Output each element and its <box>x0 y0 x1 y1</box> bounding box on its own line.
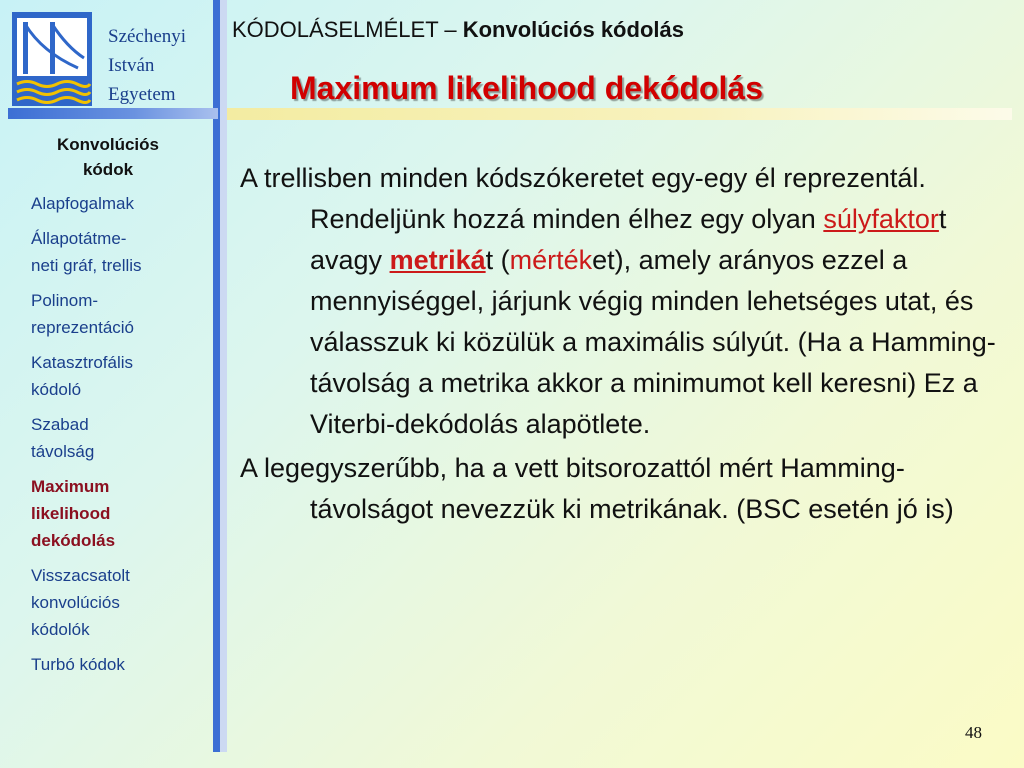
logo-line: Egyetem <box>108 84 176 105</box>
horizontal-divider-left <box>8 108 218 119</box>
sidebar-item-label: Katasztrofális <box>31 353 134 372</box>
sidebar-heading-line: Konvolúciós <box>56 135 159 154</box>
sidebar-item-label: Maximum <box>31 477 110 496</box>
sidebar-heading <box>8 132 208 182</box>
bridge-logo-icon <box>12 12 92 106</box>
sidebar-item-polinom-reprezentacio[interactable] <box>31 287 206 341</box>
sidebar-item-label: kódoló <box>31 380 82 399</box>
slide-body <box>240 158 1000 533</box>
university-logo <box>8 8 213 108</box>
keyword-sulyfaktor: súlyfaktor <box>823 204 939 234</box>
body-text: t ( <box>485 245 510 275</box>
body-paragraph <box>240 158 1000 445</box>
sidebar-item-katasztrofalis-kodolo[interactable] <box>31 349 206 403</box>
logo-line: Széchenyi <box>108 26 187 47</box>
logo-line: István <box>108 55 155 76</box>
sidebar-item-label: neti gráf, trellis <box>31 256 142 275</box>
course-header <box>232 17 684 43</box>
sidebar-item-label: Állapotátme- <box>31 229 127 248</box>
sidebar-item-visszacsatolt-kodolok[interactable] <box>31 562 206 643</box>
sidebar-item-label: Szabad <box>31 415 89 434</box>
body-text: et), amely arányos ezzel a mennyiséggel, járjunk végig minden lehetséges utat, és válasszuk ki közülük a maximális súlyút. (Ha a Hamming-távolság a metrika akkor a minimumot kell keresni) Ez a Viterbi-dekódolás alapötlete. <box>310 245 996 439</box>
course-name: KÓDOLÁSELMÉLET – <box>232 17 463 42</box>
sidebar-item-maximum-likelihood[interactable] <box>31 473 206 554</box>
body-paragraph: A legegyszerűbb, ha a vett bitsorozattól mért Hamming-távolságot nevezzük ki metrikának. (BSC esetén jó is) <box>240 453 954 524</box>
sidebar-item-label: Alapfogalmak <box>31 194 135 213</box>
section-name: Konvolúciós kódolás <box>462 17 684 42</box>
sidebar-item-label: kódolók <box>31 620 90 639</box>
sidebar-heading-line: kódok <box>82 160 134 179</box>
keyword-metrika: metriká <box>389 245 486 275</box>
sidebar-item-szabad-tavolsag[interactable] <box>31 411 206 465</box>
sidebar-item-label: likelihood <box>31 504 111 523</box>
sidebar-item-label: Polinom- <box>31 291 99 310</box>
sidebar-item-label: konvolúciós <box>31 593 120 612</box>
keyword-mertek: mérték <box>509 245 593 275</box>
horizontal-divider-right <box>227 108 1012 120</box>
body-text: t avagy <box>310 204 947 275</box>
sidebar-item-label: Turbó kódok <box>31 655 125 674</box>
slide-title: Maximum likelihood dekódolás <box>290 70 763 106</box>
vertical-divider-highlight <box>220 0 227 752</box>
sidebar-item-label: reprezentáció <box>31 318 135 337</box>
sidebar-item-label: dekódolás <box>31 531 116 550</box>
sidebar-item-label: távolság <box>31 442 95 461</box>
sidebar-item-turbo-kodok[interactable] <box>31 651 206 678</box>
sidebar-item-allapotatmeneti-graf[interactable] <box>31 225 206 279</box>
university-name <box>108 22 186 109</box>
page-number: 48 <box>965 723 982 742</box>
sidebar-nav <box>0 132 212 678</box>
sidebar-item-alapfogalmak[interactable] <box>31 190 206 217</box>
sidebar-item-label: Visszacsatolt <box>31 566 130 585</box>
body-text: A trellisben minden kódszókeretet egy-egy él reprezentál. Rendeljünk hozzá minden élhez egy olyan <box>240 163 926 234</box>
